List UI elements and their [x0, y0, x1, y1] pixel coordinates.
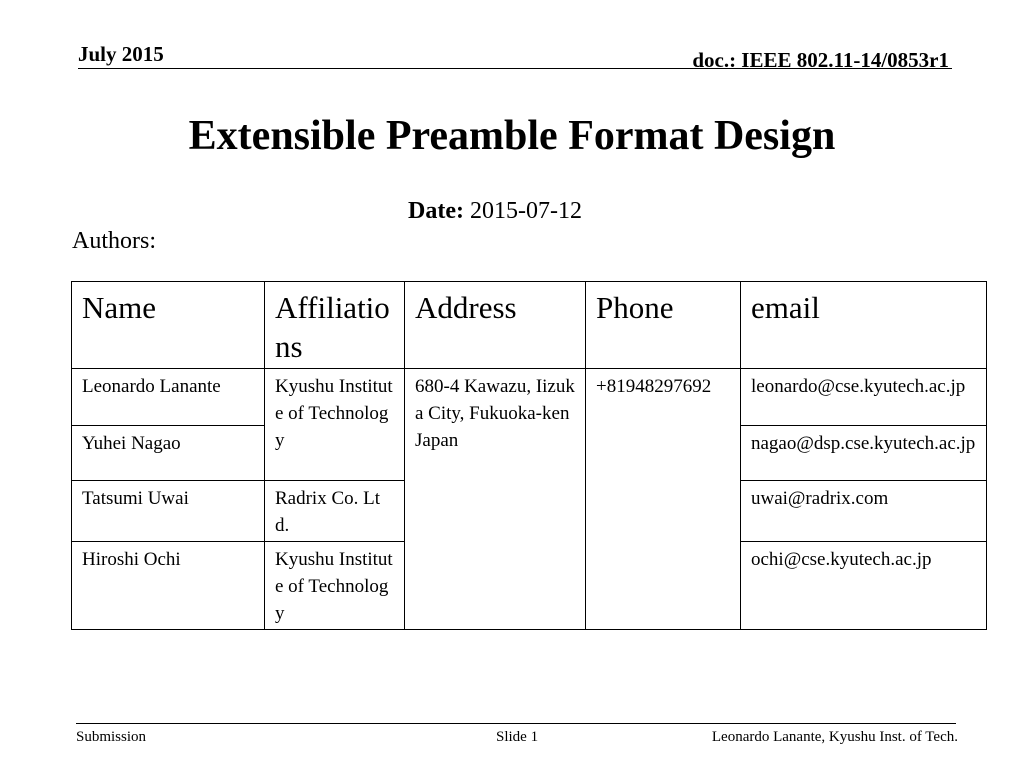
author-email: ochi@cse.kyutech.ac.jp: [741, 542, 987, 630]
table-header-row: [72, 282, 987, 369]
author-affiliation: Radrix Co. Ltd.: [265, 481, 405, 542]
col-header-email: email: [741, 282, 987, 369]
col-header-name: Name: [72, 282, 265, 369]
table-row: [72, 369, 987, 426]
col-header-affiliations: Affiliations: [265, 282, 405, 369]
slide-title: Extensible Preamble Format Design: [188, 113, 836, 159]
footer-author: Leonardo Lanante, Kyushu Inst. of Tech.: [711, 729, 958, 745]
footer-divider: [76, 723, 956, 724]
date-label: Date:: [408, 198, 464, 224]
author-name: Yuhei Nagao: [72, 426, 265, 481]
header-doc-id: doc.: IEEE 802.11-14/0853r1: [692, 48, 949, 72]
author-affiliation: Kyushu Institute of Technology: [265, 542, 405, 630]
author-affiliation: Kyushu Institute of Technology: [265, 369, 405, 481]
header-date: July 2015: [78, 42, 164, 66]
author-email: leonardo@cse.kyutech.ac.jp: [741, 369, 987, 426]
col-header-phone: Phone: [586, 282, 741, 369]
author-name: Tatsumi Uwai: [72, 481, 265, 542]
date-line: [408, 198, 582, 225]
authors-table: [71, 281, 987, 630]
author-phone: +81948297692: [586, 369, 741, 630]
author-name: Hiroshi Ochi: [72, 542, 265, 630]
footer-submission: Submission: [76, 729, 147, 745]
date-value: 2015-07-12: [463, 198, 582, 224]
footer-slide-number: Slide 1: [496, 729, 539, 745]
author-email: nagao@dsp.cse.kyutech.ac.jp: [741, 426, 987, 481]
header-divider: [78, 68, 952, 69]
author-email: uwai@radrix.com: [741, 481, 987, 542]
authors-label: Authors:: [72, 228, 156, 254]
author-address: 680-4 Kawazu, Iizuka City, Fukuoka-ken Japan: [405, 369, 586, 630]
author-name: Leonardo Lanante: [72, 369, 265, 426]
col-header-address: Address: [405, 282, 586, 369]
